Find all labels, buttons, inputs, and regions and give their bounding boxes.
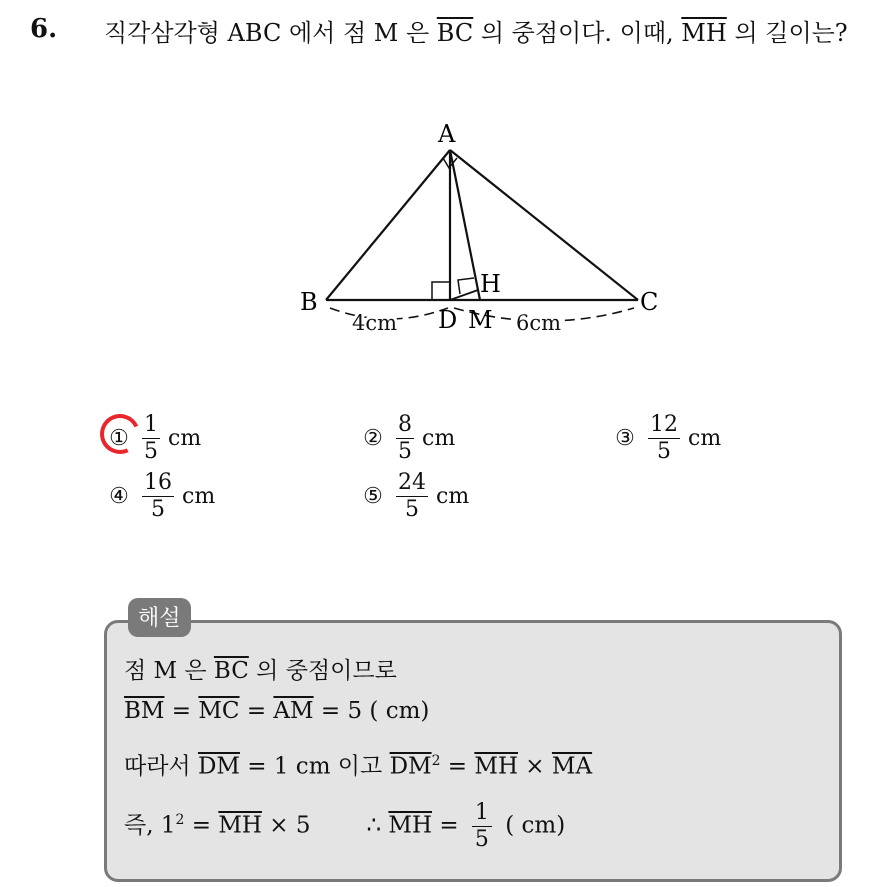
fraction: $\frac{24}{5}$ [398,470,426,522]
triangle-figure [290,112,690,352]
median-am [450,150,480,300]
choice-number: ① [109,426,129,451]
side-ac [450,150,638,300]
fraction: $\frac{1}{5}$ [144,412,158,464]
label-d: D [438,306,458,334]
segment-mh: $\overline{MH}$ [681,19,727,47]
unit: cm [688,426,722,451]
choice-number: ④ [109,484,129,509]
choice-number: ③ [615,426,635,451]
choice-5[interactable] [360,470,469,523]
segment-bc: $\overline{BC}$ [436,19,474,47]
label-a: A [438,120,456,148]
unit: cm [182,484,216,509]
side-ab [326,150,450,300]
choice-number: ② [363,426,383,451]
label-bd-length: 4cm [352,311,398,335]
unit: cm [436,484,470,509]
label-h: H [480,270,501,298]
fraction: $\frac{12}{5}$ [650,412,678,464]
fraction: $\frac{8}{5}$ [398,412,412,464]
choice-3[interactable] [612,412,721,465]
unit: cm [422,426,456,451]
problem-number: 6. [30,14,58,44]
solution-line-3: 따라서 $\overline{DM} = 1$ cm 이고 $\overline{DM}^2 = \overline{MH} \times \overline{MA}$ [124,753,593,780]
choice-4[interactable] [106,470,215,523]
label-dc-length: 6cm [516,311,562,335]
right-angle-d [432,282,450,300]
solution-line-2: $\overline{BM} = \overline{MC} = \overline{AM} = 5$ ( cm) [124,698,430,724]
unit: cm [168,426,202,451]
choice-1[interactable] [106,412,201,465]
solution-line-1: 점 M 은 $\overline{BC}$ 의 중점이므로 [124,658,397,684]
label-b: B [300,288,318,316]
choice-number: ⑤ [363,484,383,509]
choice-2[interactable] [360,412,455,465]
label-m: M [468,306,493,334]
question-text: 직각삼각형 ABC 에서 점 M 은 $\overline{BC}$ 의 중점이다. 이때, $\overline{MH}$ 의 길이는? [104,19,848,47]
fraction: $\frac{16}{5}$ [144,470,172,522]
label-c: C [640,288,659,316]
segment-dh [450,290,478,300]
solution-tag: 해설 [128,598,191,637]
solution-line-4: 즉, $1^2 = \overline{MH} \times 5$ ∴ $\overline{MH}$ = $\frac{1}{5}$ ( cm) [124,800,566,852]
solution-fraction: $\frac{1}{5}$ [472,800,492,853]
